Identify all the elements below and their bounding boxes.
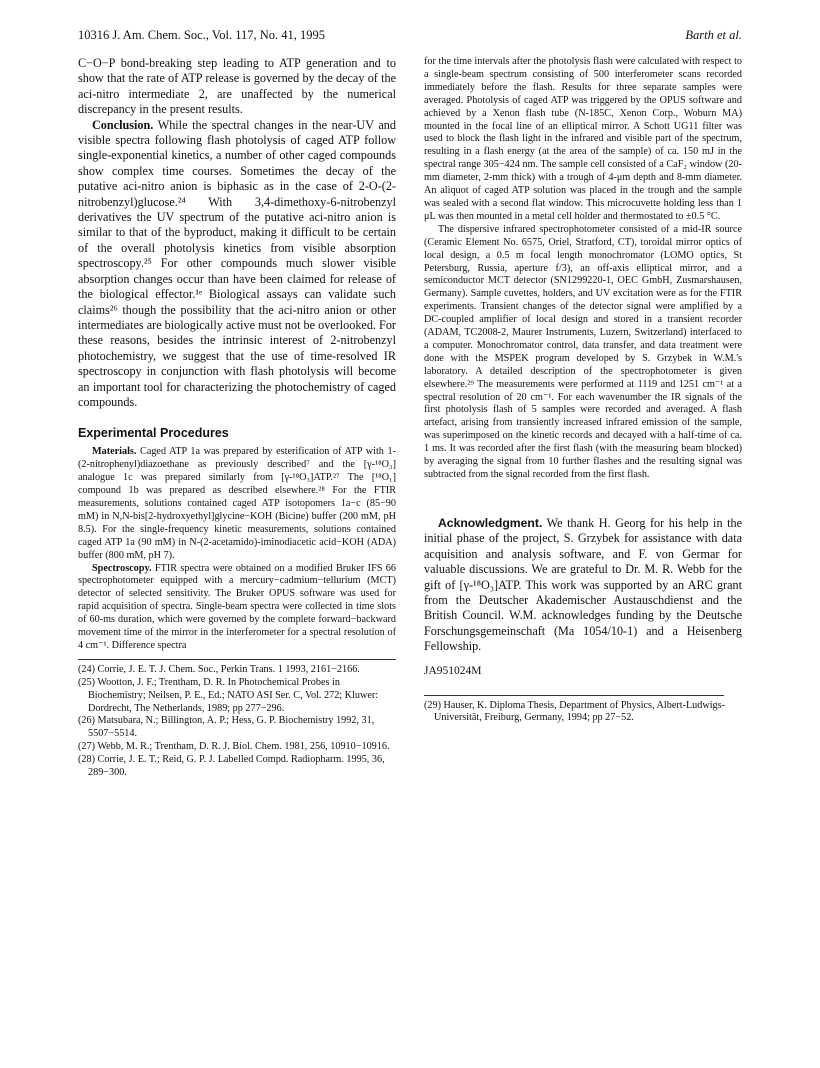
materials-text: Caged ATP 1a was prepared by esterification of ATP with 1-(2-nitrophenyl)diazoethane as previously described⁷ and the [γ-¹⁸O₃] analogue 1c was prepared similarly from [γ-¹⁸O₃]ATP.²⁷ The [¹⁸O₁] compound 1b was prepared as described elsewhere.²⁸ For the FTIR measurements, solutions contained caged ATP isotopomers 1a−c (85−90 mM) in N,N-bis[2-hydroxyethyl]glycine−KOH (Bicine) buffer (200 mM, pH 8.5). For the single-frequency kinetic measurements, solutions contained caged ATP 1a (90 mM) in N-(2-acetamido)-iminodiacetic acid−KOH (ADA) buffer (800 mM, pH 7). <box>78 446 396 561</box>
acknowledgment-heading: Acknowledgment. <box>438 515 543 530</box>
reference-26: (26) Matsubara, N.; Billington, A. P.; Hess, G. P. Biochemistry 1992, 31, 5507−5514. <box>78 715 375 740</box>
reference-24: (24) Corrie, J. E. T. J. Chem. Soc., Perkin Trans. 1 1993, 2161−2166. <box>78 663 360 675</box>
spectroscopy-continued-paragraph: for the time intervals after the photolysis flash were calculated with respect to a single-beam spectrum consisting of 500 interferometer scans recorded immediately before the flash. Results for three separate samples were averaged. Photolysis of caged ATP was triggered by the OPUS software and achieved by a Xenon flash tube (N-185C, Xenon Corp., Woburn MA) mounted in the focal line of an elliptical mirror. A Schott UG11 filter was used to block the flash light in the infrared and visible part of the spectrum, resulting in a flash energy (at the area of the sample) of ca. 150 mJ in the spectral range 305−424 nm. The sample cell consisted of a CaF₂ window (20-mm diameter, 2-mm thick) with a trough of 4-μm depth and 8-mm diameter. An aliquot of caged ATP solution was placed in the trough and the sample was sealed with a second flat window. This microcuvette holding less than 1 μL was then mounted in a metal cell holder and thermostated to ±0.5 °C. <box>424 56 742 222</box>
left-column <box>78 56 396 780</box>
footnote-rule <box>78 659 396 660</box>
conclusion-heading: Conclusion. <box>92 117 154 132</box>
manuscript-id: JA951024M <box>424 664 482 677</box>
reference-27: (27) Webb, M. R.; Trentham, D. R. J. Biol. Chem. 1981, 256, 10910−10916. <box>78 741 390 753</box>
conclusion-paragraph <box>78 118 396 411</box>
materials-paragraph <box>78 446 396 562</box>
footnotes-left <box>78 664 396 780</box>
acknowledgment-paragraph <box>424 516 742 655</box>
acknowledgment-section <box>424 516 742 677</box>
dispersive-ir-paragraph: The dispersive infrared spectrophotometer consisted of a mid-IR source (Ceramic Element No. 6575, Oriel, Stratford, CT), toroidal mirror optics of local design, a 0.5 m focal length monochromator (LOMO optics, St Petersburg, Russia, aperture f/3), an off-axis elliptical mirror, and a semiconductor MCT detector (SN1299220-1, OEC GmbH, Zusmarshausen, Germany). Sample cuvettes, holders, and UV excitation were as for the FTIR experiments. Transient changes of the detector signal were amplified by a DC-coupled amplifier of local design and stored in a transient recorder (ADAM, TC2008-2, Maurer Instruments, Luzern, Switzerland) interfaced to a computer. Monochromator control, data transfer, and data treatment were done with the MSPEK program developed by S. Grzybek in W.M.'s laboratory. A detailed description of the spectrophotometer is given elsewhere.²⁹ The measurements were performed at 1119 and 1251 cm⁻¹ at a spectral resolution of 20 cm⁻¹. For each wavenumber the IR signals of the first photolysis flash of 5 samples were recorded and averaged. A flash artefact, arising from transiently increased infrared emission of the sample, was superimposed on the kinetic records and decayed with a half-time of ca. 1 ms. It was recorded after the first flash (with the measuring beam blocked) by averaging the signal from 10 further flashes and the resulting signal was subtracted from the signal recorded from the first flash. <box>424 223 742 480</box>
running-header <box>78 28 742 46</box>
spectroscopy-text: FTIR spectra were obtained on a modified Bruker IFS 66 spectrophotometer equipped with a mercury−cadmium−tellurium (MCT) detector of selected sensitivity. The Bruker OPUS software was used for rapid acquisition of spectra. Single-beam spectra were collected in time slots of 60-ms duration, which were governed by the complete forward−backward movement time of the mirror in the interferometer for a spectral resolution of 4 cm⁻¹. Difference spectra <box>78 562 396 651</box>
conclusion-text: While the spectral changes in the near-UV and visible spectra following flash photolysis of caged ATP follow single-exponential kinetics, a number of other caged compounds show complex time courses. Sometimes the decay of the putative aci-nitro anion is biphasic as in the case of 2-O-(2-nitrobenzyl)glucose.²⁴ With 3,4-dimethoxy-6-nitrobenzyl derivatives the UV spectrum of the putative aci-nitro anion is similar to that of the byproduct, making it difficult to be certain of the overall photolysis kinetics from visible absorption spectroscopy.²⁵ For other compounds much slower visible absorption changes occur than have been claimed for release of the biological effector.¹ᵉ Biological assays can validate such claims²⁶ though the possibility that the aci-nitro anion or other intermediates are biologically active must not be overlooked. For these reasons, besides the intrinsic interest of 2-nitrobenzyl photochemistry, we suggest that the use of time-resolved IR spectroscopy in conjunction with flash photolysis will become an important tool for characterizing the photochemistry of caged compounds. <box>78 117 396 409</box>
reference-28: (28) Corrie, J. E. T.; Reid, G. P. J. Labelled Compd. Radiopharm. 1995, 36, 289−300. <box>78 754 385 779</box>
reference-25: (25) Wootton, J. F.; Trentham, D. R. In Photochemical Probes in Biochemistry; Neilsen, P. E., Ed.; NATO ASI Ser. C, Vol. 272; Kluwer: Dordrecht, The Netherlands, 1989; pp 277−296. <box>78 676 379 714</box>
spectroscopy-paragraph <box>78 563 396 653</box>
footnote-rule-right <box>424 695 724 696</box>
spectroscopy-heading: Spectroscopy. <box>92 562 152 574</box>
acknowledgment-text: We thank H. Georg for his help in the initial phase of the project, S. Grzybek for assistance with data acquisition and analysis software, and F. von Germar for valuable discussions. We are grateful to Dr. M. R. Webb for the gift of [γ-¹⁸O₃]ATP. This work was supported by an ARC grant from the Deutscher Akademischer Austauschdienst and the British Council. W.M. acknowledges funding by the Deutsche Forschungsgemeinschaft (Ma 1054/10-1) and a Heisenberg Fellowship. <box>424 515 742 654</box>
materials-heading: Materials. <box>92 446 137 458</box>
reference-29: (29) Hauser, K. Diploma Thesis, Department of Physics, Albert-Ludwigs-Universität, Freiburg, Germany, 1994; pp 27−52. <box>424 699 726 724</box>
experimental-heading: Experimental Procedures <box>78 426 229 441</box>
header-citation: 10316 J. Am. Chem. Soc., Vol. 117, No. 41, 1995 <box>78 28 326 42</box>
header-authors: Barth et al. <box>685 28 742 42</box>
right-column <box>424 56 742 725</box>
intro-paragraph: C−O−P bond-breaking step leading to ATP generation and to show that the rate of ATP release is governed by the decay of the aci-nitro intermediate 2, are unaffected by the numerical discrepancy in the present results. <box>78 56 396 117</box>
